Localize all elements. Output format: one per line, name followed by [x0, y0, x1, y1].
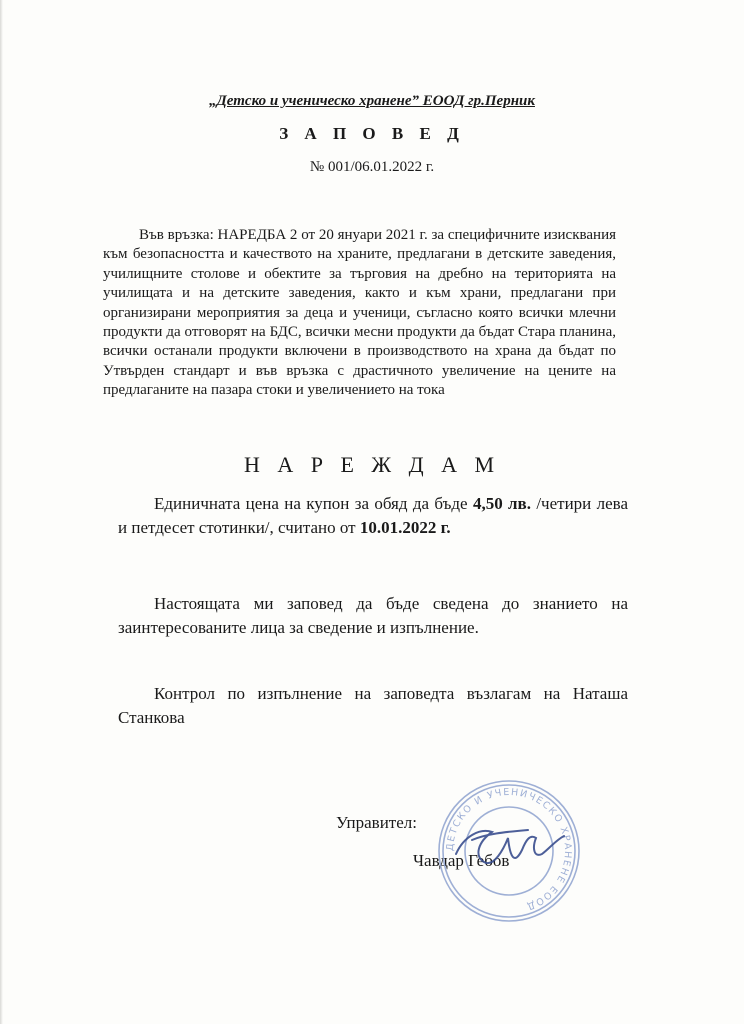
price-text-1: Единичната цена на купон за обяд да бъде — [154, 494, 473, 513]
document-title: З А П О В Е Д — [279, 124, 465, 143]
company-name: „Детско и ученическо хранене” ЕООД гр.Перник — [209, 93, 535, 109]
page-edge-shadow — [0, 0, 3, 1024]
company-stamp — [434, 776, 584, 926]
control-paragraph: Контрол по изпълнение на заповедта възлагам на Наташа Станкова — [118, 684, 628, 727]
manager-label: Управител: — [336, 813, 417, 832]
order-number: № 001/06.01.2022 г. — [309, 159, 435, 175]
price-paragraph — [118, 492, 628, 540]
effective-date: 10.01.2022 г. — [359, 518, 451, 537]
order-heading: Н А Р Е Ж Д А М — [243, 452, 501, 477]
price-value: 4,50 лв. — [472, 494, 531, 513]
stamp-ring-text: ДЕТСКО И УЧЕНИЧЕСКО ХРАНЕНЕ ЕООД — [444, 786, 574, 913]
manager-name: Чавдар Гебов — [413, 851, 510, 870]
signature-scribble — [456, 830, 564, 863]
price-text-2: /четири лева и петдесет стотинки/, считано от — [118, 494, 628, 537]
preamble-paragraph: Във връзка: НАРЕДБА 2 от 20 януари 2021 г. за специфичните изисквания към безопасността и качеството на храните, предлагани в детските заведения, училищните столове и обектите за търговия на дребно на територията на училищата и на детските заведения, както и към храни, предлагани при организирани мероприятия за деца и ученици, съгласно която всички млечни продукти да отговорят на БДС, всички месни продукти да бъдат Стара планина, всички останали продукти включени в производството на храна да бъдат по Утвърден стандарт и във връзка с драстичното увеличение на цените на предлаганите на пазара стоки и увеличението на тока — [103, 227, 616, 399]
notice-paragraph: Настоящата ми заповед да бъде сведена до знанието на заинтересованите лица за сведение и изпълнение. — [118, 594, 628, 637]
